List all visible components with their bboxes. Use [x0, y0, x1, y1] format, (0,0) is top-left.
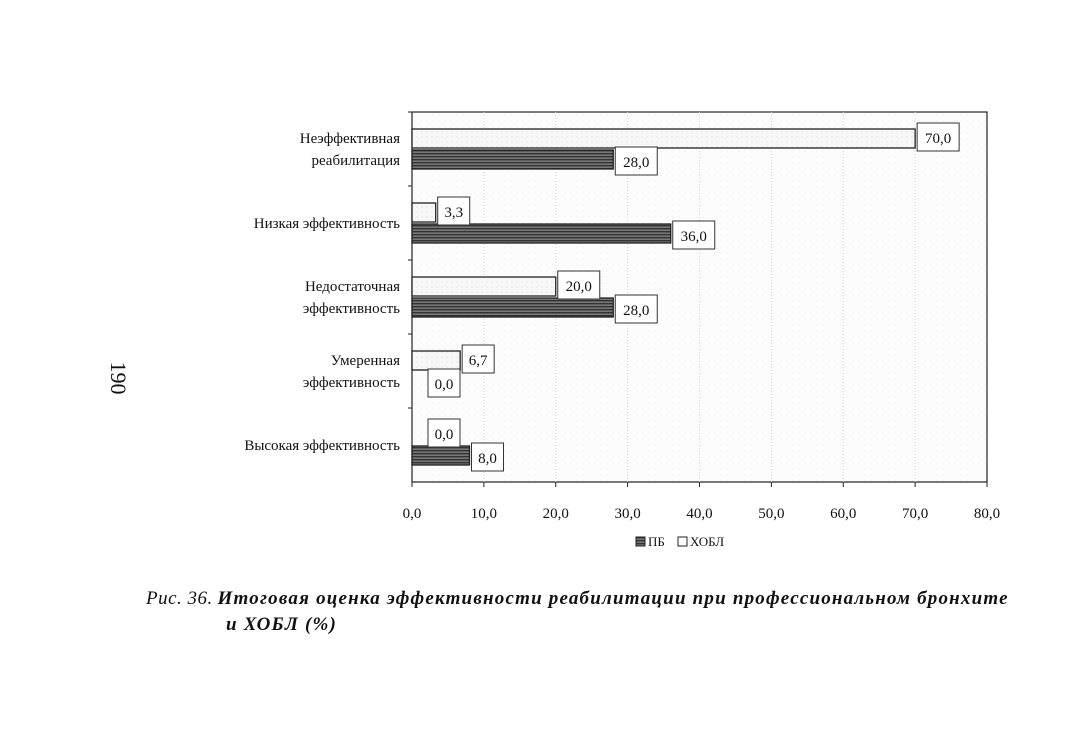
bar-hobl [412, 351, 460, 370]
x-tick-label: 60,0 [830, 506, 857, 522]
category-label: Умеренная [330, 353, 400, 369]
category-label: эффективность [302, 375, 400, 391]
caption-title-continued: и ХОБЛ (%) [226, 614, 338, 635]
x-tick-label: 30,0 [614, 506, 641, 522]
x-tick-label: 70,0 [902, 506, 929, 522]
x-tick-label: 40,0 [686, 506, 713, 522]
data-label-pb: 8,0 [478, 451, 497, 467]
bar-pb [412, 224, 671, 243]
bar-hobl [412, 129, 915, 148]
data-label-hobl: 0,0 [434, 427, 454, 443]
bar-hobl [412, 203, 436, 222]
category-label: Недостаточная [304, 279, 400, 295]
bar-pb [412, 150, 613, 169]
figure-caption [146, 586, 1056, 638]
legend-swatch-pb [636, 537, 645, 546]
x-tick-label: 20,0 [542, 506, 569, 522]
x-tick-label: 50,0 [758, 506, 785, 522]
category-label: реабилитация [311, 153, 400, 169]
data-label-hobl: 6,7 [468, 353, 488, 369]
category-label: эффективность [302, 301, 400, 317]
data-label-hobl: 70,0 [925, 131, 952, 147]
category-label: Неэффективная [299, 131, 400, 147]
legend-label-pb: ПБ [648, 534, 665, 549]
data-label-pb: 0,0 [434, 377, 454, 393]
page-number: 190 [106, 361, 131, 395]
data-label-pb: 28,0 [623, 155, 650, 171]
data-label-hobl: 20,0 [565, 279, 592, 295]
x-tick-label: 0,0 [402, 506, 422, 522]
category-label: Высокая эффективность [244, 438, 400, 454]
caption-prefix: Рис. 36. [146, 588, 213, 609]
legend-label-hobl: ХОБЛ [690, 534, 725, 549]
category-label: Низкая эффективность [253, 216, 400, 232]
data-label-pb: 36,0 [680, 229, 707, 245]
bar-pb [412, 298, 613, 317]
x-tick-label: 10,0 [470, 506, 497, 522]
data-label-hobl: 3,3 [444, 205, 464, 221]
legend-swatch-hobl [678, 537, 687, 546]
bar-pb [412, 446, 470, 465]
bar-hobl [412, 277, 556, 296]
caption-title: Итоговая оценка эффективности реабилитации при профессиональном бронхите [217, 588, 1009, 609]
x-tick-label: 80,0 [973, 506, 1001, 522]
data-label-pb: 28,0 [623, 303, 650, 319]
